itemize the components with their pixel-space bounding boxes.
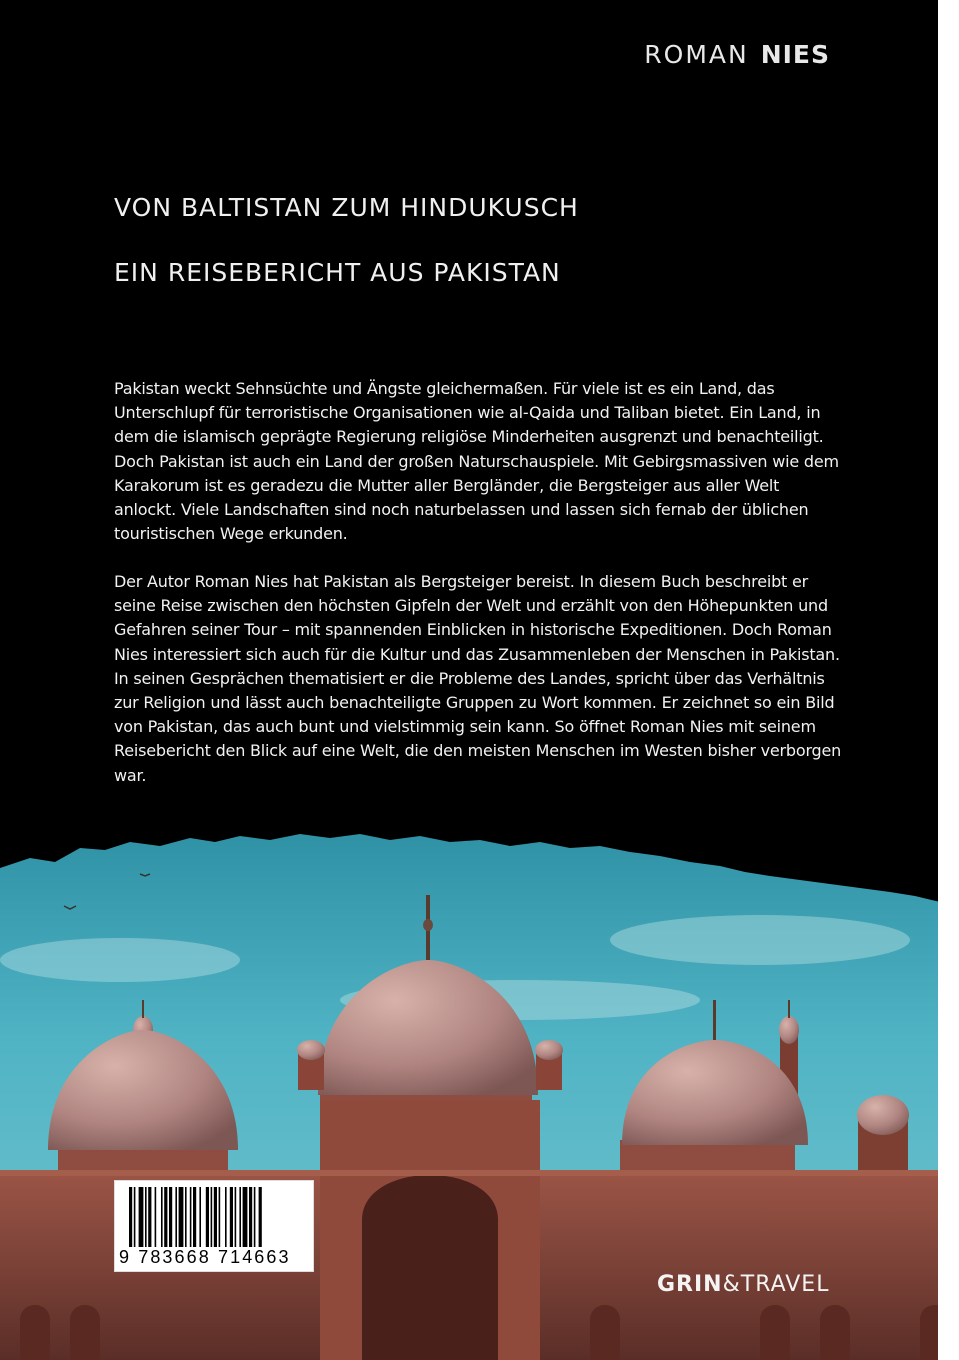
barcode-bar (199, 1187, 201, 1247)
barcode-bar (225, 1187, 227, 1247)
barcode-bar (139, 1187, 144, 1247)
barcode-bar (179, 1187, 184, 1247)
publisher-name-part1: GRIN (657, 1272, 723, 1297)
barcode-bar (129, 1187, 132, 1247)
isbn-digits: 9 783668 714663 (119, 1247, 291, 1267)
barcode-bar (185, 1187, 187, 1247)
barcode-bar (214, 1187, 217, 1247)
barcode-bar (239, 1187, 241, 1247)
barcode-bar (259, 1187, 262, 1247)
barcode-bar (249, 1187, 252, 1247)
barcode-bar (148, 1187, 151, 1247)
barcode-bar (169, 1187, 172, 1247)
publisher-name-part2: &TRAVEL (722, 1272, 830, 1297)
book-title: VON BALTISTAN ZUM HINDUKUSCH (114, 193, 579, 222)
author-first-name: ROMAN (644, 40, 749, 69)
barcode-bar (190, 1187, 192, 1247)
isbn-barcode (114, 1180, 314, 1272)
barcode-bar (211, 1187, 213, 1247)
author-name (644, 40, 830, 69)
book-subtitle: EIN REISEBERICHT AUS PAKISTAN (114, 258, 561, 287)
barcode-bar (175, 1187, 177, 1247)
barcode-bar (145, 1187, 147, 1247)
barcode-bar (155, 1187, 157, 1247)
barcode-bars (129, 1187, 305, 1247)
barcode-bar (219, 1187, 221, 1247)
barcode-bar (161, 1187, 163, 1247)
barcode-bar (134, 1187, 136, 1247)
barcode-bar (235, 1187, 237, 1247)
barcode-bar (230, 1187, 233, 1247)
barcode-bar (164, 1187, 167, 1247)
blurb-paragraph-1: Pakistan weckt Sehnsüchte und Ängste gleichermaßen. Für viele ist es ein Land, das Unterschlupf für terroristische Organisationen wie al-Qaida und Taliban bietet. Ein Land, in dem die islamisch geprägte Regierung religiöse Minderheiten ausgrenzt und benachteiligt. Doch Pakistan ist auch ein Land der großen Naturschauspiele. Mit Gebirgsmassiven wie dem Karakorum ist es geradezu die Mutter aller Bergländer, die Bergsteiger aus aller Welt anlockt. Viele Landschaften sind noch naturbelassen und lassen sich fernab der üblichen touristischen Wege erkunden. (114, 379, 839, 544)
barcode-bar (243, 1187, 248, 1247)
author-last-name: NIES (760, 40, 830, 69)
barcode-bar (254, 1187, 256, 1247)
barcode-bar (193, 1187, 196, 1247)
barcode-bar (206, 1187, 209, 1247)
blurb-paragraph-2: Der Autor Roman Nies hat Pakistan als Bergsteiger bereist. In diesem Buch beschreibt er seine Reise zwischen den höchsten Gipfeln der Welt und erzählt von den Höhepunkten und Gefahren seiner Tour – mit spannenden Einblicken in historische Expeditionen. Doch Roman Nies interessiert sich auch für die Kultur und das Zusammenleben der Menschen in Pakistan. In seinen Gesprächen thematisiert er die Probleme des Landes, spricht über das Verhältnis zur Religion und lässt auch benachteiligte Gruppen zu Wort kommen. Er zeichnet so ein Bild von Pakistan, das auch bunt und vielstimmig sein kann. So öffnet Roman Nies mit seinem Reisebericht den Blick auf eine Welt, die den meisten Menschen im Westen bisher verborgen war. (114, 572, 842, 785)
publisher-logo (657, 1272, 829, 1297)
